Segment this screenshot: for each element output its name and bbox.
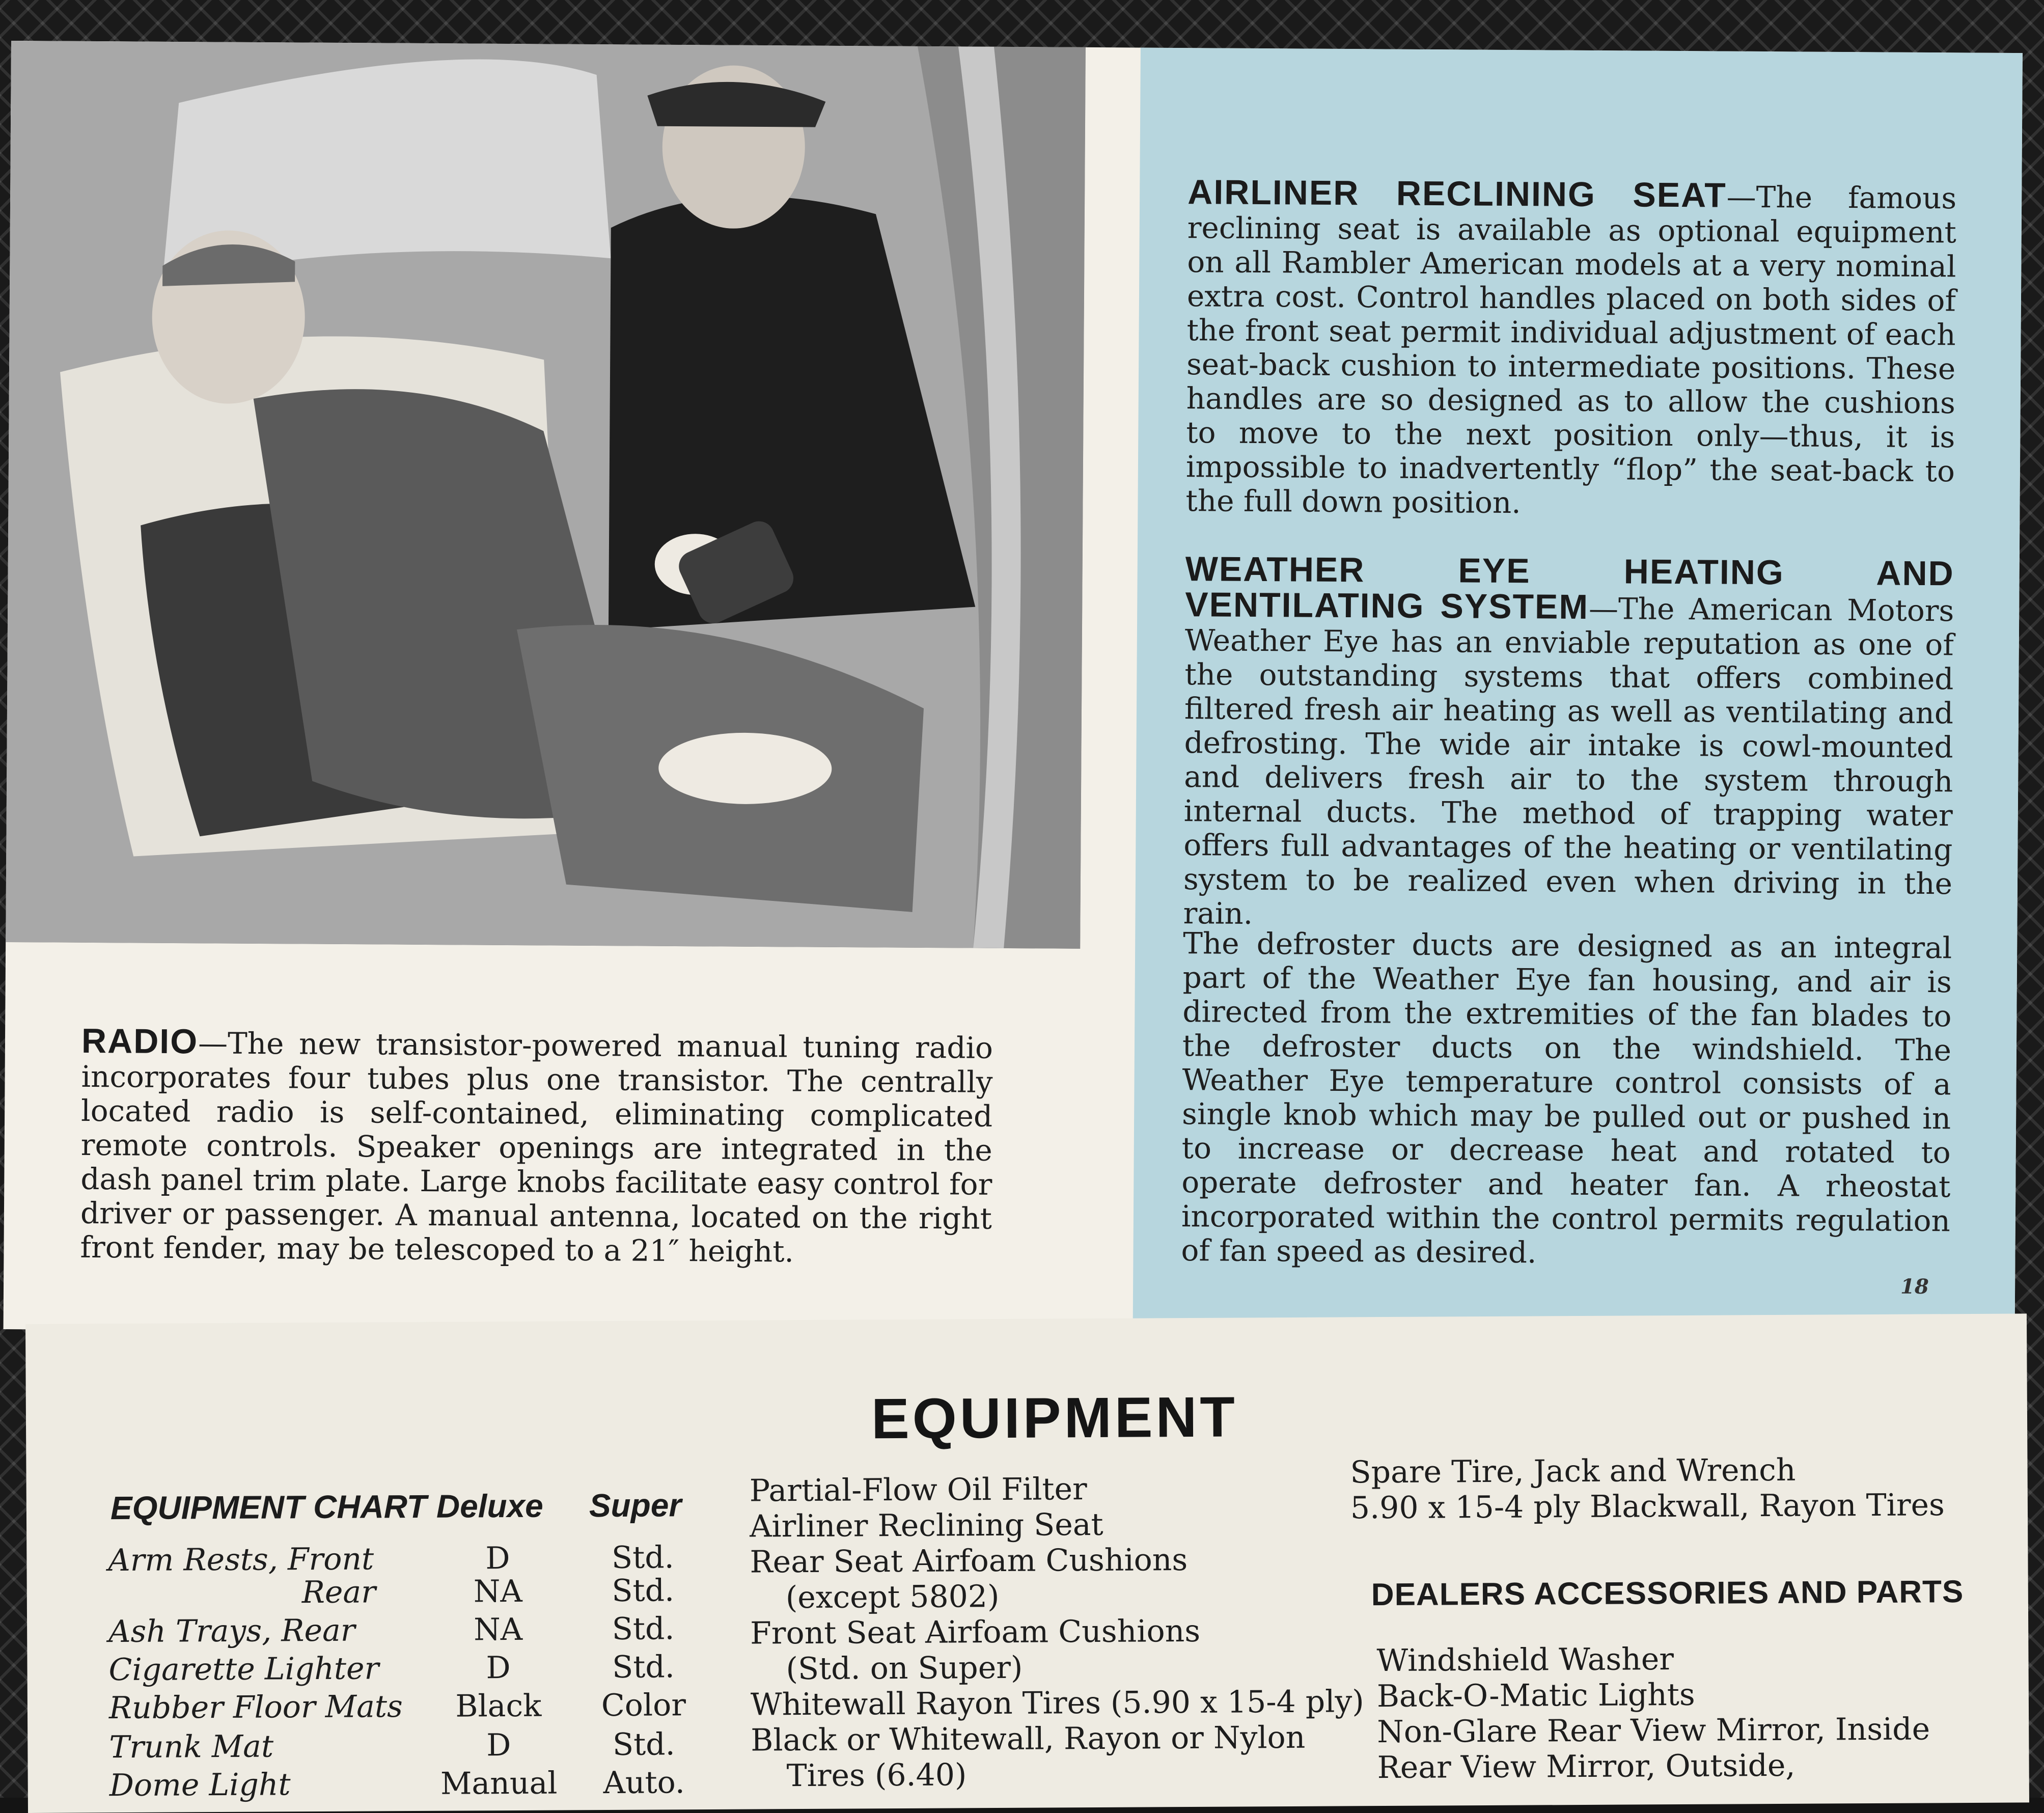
list-item: 5.90 x 15-4 ply Blackwall, Rayon Tires xyxy=(1350,1487,1945,1526)
chart-row-super: Std. xyxy=(612,1573,675,1609)
weather-eye-heading: WEATHER EYE HEATING AND VENTILATING SYSTEM xyxy=(1185,550,1954,626)
chart-row xyxy=(88,1611,750,1653)
list-item: Rear View Mirror, Outside, xyxy=(1377,1747,1796,1786)
list-item: Rear Seat Airfoam Cushions xyxy=(750,1542,1188,1580)
airliner-heading: AIRLINER RECLINING SEAT xyxy=(1187,173,1727,215)
chart-row-deluxe: NA xyxy=(474,1611,523,1648)
equipment-title: EQUIPMENT xyxy=(871,1385,1238,1451)
car-interior-photo xyxy=(6,41,1086,949)
list-item: Spare Tire, Jack and Wrench xyxy=(1350,1452,1796,1491)
page-number: 18 xyxy=(1900,1274,1929,1299)
chart-header-super: Super xyxy=(589,1487,682,1524)
chart-row-label: Cigarette Lighter xyxy=(108,1651,379,1688)
chart-header-deluxe: Deluxe xyxy=(436,1487,543,1525)
brochure-page-bottom xyxy=(25,1313,2029,1813)
weather-eye-body: —The American Motors Weather Eye has an enviable reputation as one of the outstanding systems that offers combined filtered fresh air heating as well as ventilating and defrosting. The wide air intake is cowl-mounted and delivers fresh air to the system through internal ducts. The method of trapping water offers full advantages of the heating or ventilating system to be realized even when driving in the rain. xyxy=(1183,591,1954,931)
list-item: (except 5802) xyxy=(785,1578,1000,1616)
list-item: Whitewall Rayon Tires (5.90 x 15-4 ply) xyxy=(750,1684,1364,1723)
chart-row xyxy=(88,1573,750,1615)
chart-row-label: Rubber Floor Mats xyxy=(108,1689,403,1726)
chart-row-deluxe: Manual xyxy=(440,1765,558,1802)
chart-row-super: Std. xyxy=(612,1726,675,1763)
radio-heading: RADIO xyxy=(81,1021,199,1061)
chart-row-super: Auto. xyxy=(603,1765,685,1801)
chart-row-label: Dome Light xyxy=(109,1767,291,1804)
chart-row xyxy=(88,1649,750,1691)
chart-row xyxy=(89,1687,751,1729)
chart-row-deluxe: NA xyxy=(473,1573,522,1610)
dealers-list xyxy=(1376,1640,1930,1785)
airliner-section xyxy=(1185,175,1956,523)
chart-header-label: EQUIPMENT CHART xyxy=(110,1488,427,1527)
defroster-body: The defroster ducts are designed as an integral part of the Weather Eye fan housing, and air is directed from the extremities of the fan blades to the defroster ducts on the windshield. The Weather Eye temperature control consists of a single knob which may be pulled out or pushed in to increase or decrease heat and rotated to operate defroster and heater fan. A rheostat incorporated within the control permits regulation of fan speed as desired. xyxy=(1181,926,1952,1270)
airliner-body: —The famous reclining seat is available as optional equipment on all Rambler American models at a very nominal extra cost. Control handles placed on both sides of the front seat permit individual adjustment of each seat-back cushion to intermediate positions. These handles are so designed as to allow the cushions to move to the next position only—thus, it is impossible to inadvertently “flop” the seat-back to the full down position. xyxy=(1185,179,1957,520)
dealers-heading: DEALERS ACCESSORIES AND PARTS xyxy=(1371,1574,1964,1613)
list-item: Non-Glare Rear View Mirror, Inside xyxy=(1377,1711,1930,1750)
chart-row-label: Trunk Mat xyxy=(109,1728,274,1766)
chart-row-label: Ash Trays, Rear xyxy=(108,1612,355,1650)
chart-row-deluxe: D xyxy=(486,1727,511,1764)
brochure-page-top xyxy=(4,41,2023,1341)
chart-row xyxy=(89,1726,751,1769)
list-item: Black or Whitewall, Rayon or Nylon xyxy=(751,1719,1306,1759)
list-item: Back-O-Matic Lights xyxy=(1376,1677,1695,1715)
list-item: Partial-Flow Oil Filter xyxy=(749,1471,1087,1509)
radio-body: —The new transistor-powered manual tuning radio incorporates four tubes plus one transistor. The centrally located radio is self-contained, eliminating complicated remote controls. Speaker openings are integrated in the dash panel trim plate. Large knobs facilitate easy control for driver or passenger. A manual antenna, located on the right front fender, may be telescoped to a 21″ height. xyxy=(80,1026,993,1269)
list-item: Airliner Reclining Seat xyxy=(749,1506,1103,1545)
list-item: Front Seat Airfoam Cushions xyxy=(750,1613,1201,1652)
chart-row xyxy=(89,1765,751,1807)
radio-section xyxy=(80,1021,993,1270)
chart-row-super: Std. xyxy=(612,1649,675,1685)
standard-equipment-list xyxy=(750,1470,1365,1794)
tire-equipment-list xyxy=(1350,1451,1945,1526)
chart-row-super: Std. xyxy=(612,1611,675,1647)
photo-illustration xyxy=(6,41,1086,949)
chart-row-label: Rear xyxy=(301,1574,376,1611)
defroster-paragraph xyxy=(1181,926,1952,1272)
list-item: Windshield Washer xyxy=(1376,1641,1674,1679)
chart-row-super: Color xyxy=(601,1687,686,1724)
weather-eye-section xyxy=(1183,552,1954,935)
chart-row-deluxe: D xyxy=(485,1541,510,1577)
chart-row-deluxe: D xyxy=(486,1650,511,1686)
list-item: Tires (6.40) xyxy=(786,1757,967,1794)
list-item: (Std. on Super) xyxy=(786,1650,1023,1687)
chart-row-label: Arm Rests, Front xyxy=(108,1541,374,1579)
chart-row-deluxe: Black xyxy=(455,1688,542,1724)
chart-row-super: Std. xyxy=(611,1540,674,1576)
